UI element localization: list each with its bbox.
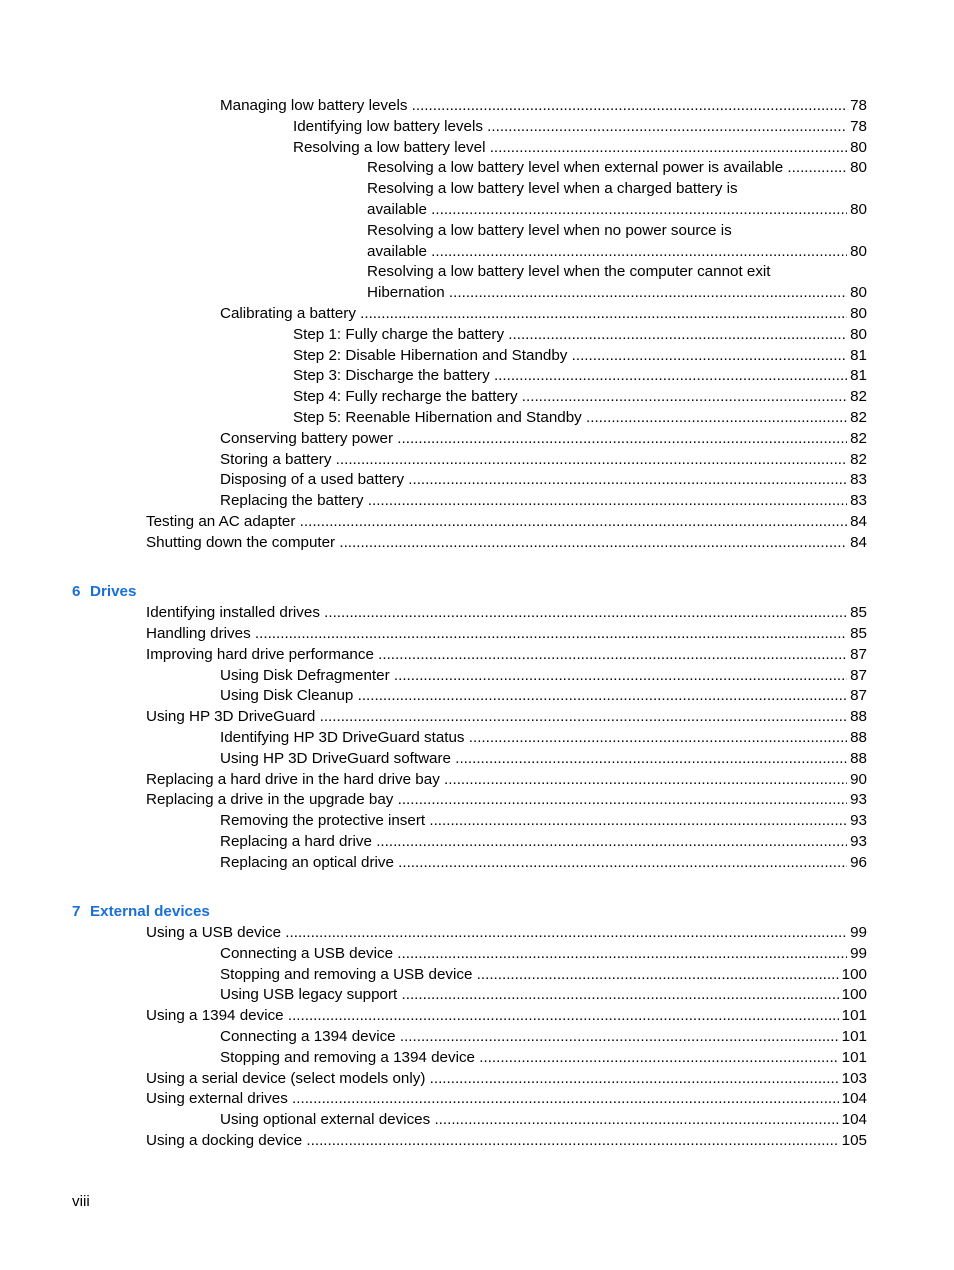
toc-entry-page: 93: [847, 790, 867, 811]
toc-entry[interactable]: [0, 450, 954, 471]
toc-entry[interactable]: [0, 283, 954, 304]
toc-entry-page: 104: [839, 1089, 867, 1110]
toc-entry[interactable]: [0, 923, 954, 944]
toc-entry[interactable]: [0, 728, 954, 749]
toc-entry-page: 103: [839, 1069, 867, 1090]
toc-entry-page: 93: [847, 811, 867, 832]
toc-entry-title: Replacing a drive in the upgrade bay .....: [146, 790, 867, 811]
toc-entry-title: Hibernation .....: [367, 283, 867, 304]
toc-entry-title: Storing a battery .....: [220, 450, 867, 471]
toc-entry[interactable]: [0, 645, 954, 666]
toc-entry-title: Using a serial device (select models only) .....: [146, 1069, 867, 1090]
toc-entry-page: 101: [839, 1006, 867, 1027]
toc-entry-page: 81: [847, 366, 867, 387]
toc-entry-title: Using a 1394 device .....: [146, 1006, 867, 1027]
toc-entry-page: 80: [847, 304, 867, 325]
toc-entry-title: Using Disk Cleanup .....: [220, 686, 867, 707]
toc-entry-page: 87: [847, 645, 867, 666]
toc-entry[interactable]: [0, 179, 954, 200]
toc-entry[interactable]: [0, 304, 954, 325]
toc-entry[interactable]: [0, 491, 954, 512]
toc-entry[interactable]: [0, 200, 954, 221]
toc-entry-page: 93: [847, 832, 867, 853]
toc-entry[interactable]: [0, 944, 954, 965]
toc-entry-page: 99: [847, 944, 867, 965]
toc-entry-page: 82: [847, 429, 867, 450]
toc-entry[interactable]: [0, 832, 954, 853]
toc-entry-title: Identifying low battery levels .....: [293, 117, 867, 138]
toc-entry-page: 80: [847, 242, 867, 263]
toc-entry-title: Improving hard drive performance .....: [146, 645, 867, 666]
toc-entry-page: 83: [847, 491, 867, 512]
toc-entry-page: 96: [847, 853, 867, 874]
toc-entry-title: Resolving a low battery level when external power is available .....: [367, 158, 867, 179]
toc-entry[interactable]: [0, 1131, 954, 1152]
toc-entry[interactable]: [0, 387, 954, 408]
toc-entry-title: Stopping and removing a USB device .....: [220, 965, 867, 986]
toc-entry[interactable]: [0, 770, 954, 791]
toc-entry-page: 80: [847, 200, 867, 221]
toc-entry[interactable]: [0, 242, 954, 263]
toc-entry-title: Step 3: Discharge the battery .....: [293, 366, 867, 387]
toc-entry-title: Using optional external devices .....: [220, 1110, 867, 1131]
toc-entry-title: Using a docking device .....: [146, 1131, 867, 1152]
toc-entry-title: Replacing an optical drive .....: [220, 853, 867, 874]
toc-entry-page: 80: [847, 158, 867, 179]
toc-entry[interactable]: [0, 138, 954, 159]
toc-entry[interactable]: [0, 96, 954, 117]
toc-entry-page: 88: [847, 707, 867, 728]
toc-entry-page: 78: [847, 117, 867, 138]
toc-entry[interactable]: [0, 325, 954, 346]
toc-entry-title: Shutting down the computer .....: [146, 533, 867, 554]
toc-entry-page: 85: [847, 603, 867, 624]
toc-entry-title: Calibrating a battery .....: [220, 304, 867, 325]
toc-entry-title: Step 5: Reenable Hibernation and Standby .....: [293, 408, 867, 429]
toc-entry-title: Disposing of a used battery .....: [220, 470, 867, 491]
toc-entry-page: 83: [847, 470, 867, 491]
toc-entry[interactable]: [0, 533, 954, 554]
toc-entry[interactable]: [0, 1069, 954, 1090]
toc-entry-title: Identifying HP 3D DriveGuard status .....: [220, 728, 867, 749]
toc-entry-page: 101: [839, 1027, 867, 1048]
toc-entry[interactable]: [0, 749, 954, 770]
toc-entry[interactable]: [0, 512, 954, 533]
toc-entry-page: 80: [847, 283, 867, 304]
toc-entry-page: 101: [839, 1048, 867, 1069]
toc-entry-title: Removing the protective insert .....: [220, 811, 867, 832]
toc-entry-page: 105: [839, 1131, 867, 1152]
toc-entry-title: Stopping and removing a 1394 device .....: [220, 1048, 867, 1069]
toc-entry[interactable]: [0, 965, 954, 986]
toc-entry-page: 100: [839, 985, 867, 1006]
toc-entry[interactable]: [0, 666, 954, 687]
toc-entry[interactable]: [0, 686, 954, 707]
toc-entry-title: Identifying installed drives .....: [146, 603, 867, 624]
toc-entry-page: 85: [847, 624, 867, 645]
toc-entry[interactable]: [0, 117, 954, 138]
toc-entry-page: 88: [847, 728, 867, 749]
toc-entry[interactable]: [0, 853, 954, 874]
toc-entry-title: available .....: [367, 242, 867, 263]
toc-entry[interactable]: [0, 221, 954, 242]
toc-entry[interactable]: [0, 158, 954, 179]
toc-entry[interactable]: [0, 603, 954, 624]
toc-entry-title: Using a USB device .....: [146, 923, 867, 944]
toc-entry-title: Resolving a low battery level .....: [293, 138, 867, 159]
toc-entry[interactable]: [0, 1110, 954, 1131]
toc-entry-title: Testing an AC adapter .....: [146, 512, 867, 533]
toc-entry-page: 87: [847, 666, 867, 687]
toc-entry-title: Step 4: Fully recharge the battery .....: [293, 387, 867, 408]
toc-entry-title: Using HP 3D DriveGuard software .....: [220, 749, 867, 770]
toc-entry-page: 82: [847, 450, 867, 471]
toc-entry-title: Replacing a hard drive .....: [220, 832, 867, 853]
toc-entry-page: 80: [847, 325, 867, 346]
table-of-contents: [0, 96, 954, 1152]
chapter-heading[interactable]: [0, 582, 954, 603]
chapter-heading[interactable]: [0, 902, 954, 923]
toc-entry[interactable]: [0, 985, 954, 1006]
toc-entry-title: Replacing the battery .....: [220, 491, 867, 512]
toc-entry-page: 100: [839, 965, 867, 986]
chapter-number: 7: [72, 903, 81, 921]
toc-entry-title: Handling drives .....: [146, 624, 867, 645]
toc-entry[interactable]: [0, 811, 954, 832]
toc-entry[interactable]: [0, 707, 954, 728]
toc-entry[interactable]: [0, 346, 954, 367]
toc-entry[interactable]: [0, 1027, 954, 1048]
toc-entry[interactable]: [0, 262, 954, 283]
chapter-title: External devices: [90, 903, 210, 921]
toc-entry-page: 84: [847, 512, 867, 533]
toc-entry-title: Resolving a low battery level when the computer cannot exit: [367, 263, 771, 281]
toc-entry-title: Conserving battery power .....: [220, 429, 867, 450]
toc-entry-title: Managing low battery levels .....: [220, 96, 867, 117]
toc-entry-title: Step 2: Disable Hibernation and Standby .....: [293, 346, 867, 367]
toc-entry[interactable]: [0, 366, 954, 387]
toc-entry-page: 80: [847, 138, 867, 159]
toc-entry-page: 88: [847, 749, 867, 770]
chapter-title: Drives: [90, 583, 137, 601]
toc-entry-page: 78: [847, 96, 867, 117]
toc-entry-title: Using USB legacy support .....: [220, 985, 867, 1006]
toc-entry-title: Step 1: Fully charge the battery .....: [293, 325, 867, 346]
toc-entry-page: 90: [847, 770, 867, 791]
page-number: viii: [72, 1193, 90, 1210]
toc-entry[interactable]: [0, 429, 954, 450]
toc-entry-page: 84: [847, 533, 867, 554]
toc-entry-title: Connecting a USB device .....: [220, 944, 867, 965]
toc-entry-title: Resolving a low battery level when a charged battery is: [367, 180, 738, 198]
toc-entry-title: Using external drives .....: [146, 1089, 867, 1110]
toc-entry-title: Replacing a hard drive in the hard drive bay .....: [146, 770, 867, 791]
toc-entry-title: Resolving a low battery level when no power source is: [367, 221, 732, 239]
toc-entry-page: 99: [847, 923, 867, 944]
toc-entry-page: 87: [847, 686, 867, 707]
toc-entry-title: Connecting a 1394 device .....: [220, 1027, 867, 1048]
toc-entry[interactable]: [0, 408, 954, 429]
toc-entry[interactable]: [0, 1006, 954, 1027]
toc-entry[interactable]: [0, 624, 954, 645]
toc-entry[interactable]: [0, 1089, 954, 1110]
toc-entry-page: 82: [847, 387, 867, 408]
toc-entry-title: available .....: [367, 200, 867, 221]
toc-entry-page: 81: [847, 346, 867, 367]
toc-entry[interactable]: [0, 470, 954, 491]
chapter-number: 6: [72, 583, 81, 601]
toc-entry[interactable]: [0, 1048, 954, 1069]
toc-entry[interactable]: [0, 790, 954, 811]
toc-entry-title: Using Disk Defragmenter .....: [220, 666, 867, 687]
toc-entry-page: 82: [847, 408, 867, 429]
toc-entry-title: Using HP 3D DriveGuard .....: [146, 707, 867, 728]
toc-entry-page: 104: [839, 1110, 867, 1131]
